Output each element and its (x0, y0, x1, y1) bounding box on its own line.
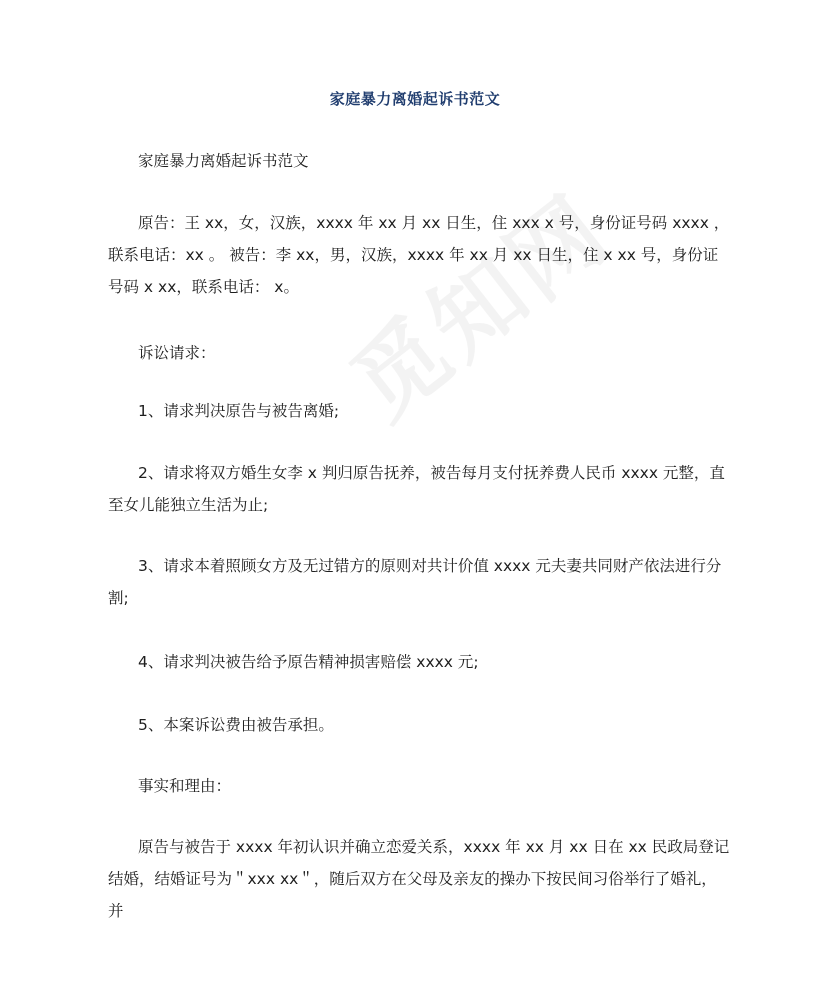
paragraph-facts-heading: 事实和理由： (138, 777, 232, 795)
document-title: 家庭暴力离婚起诉书范文 (329, 90, 501, 108)
paragraph-parties: 原告：王 xx，女，汉族，xxxx 年 xx 月 xx 日生，住 xxx x 号，身份证号码 xxxx ，联系电话：xx 。 被告：李 xx，男，汉族，xxxx 年 xx 月 xx 日生，住 x xx 号，身份证号码 x xx，联系电话： x。 (108, 214, 730, 296)
paragraph-claim-5: 5、本案诉讼费由被告承担。 (138, 716, 334, 734)
paragraph-claim-3: 3、请求本着照顾女方及无过错方的原则对共计价值 xxxx 元夫妻共同财产依法进行分割; (108, 557, 722, 607)
paragraph-claim-4: 4、请求判决被告给予原告精神损害赔偿 xxxx 元; (138, 653, 479, 671)
paragraph-claim-2: 2、请求将双方婚生女李 x 判归原告抚养，被告每月支付抚养费人民币 xxxx 元整，直至女儿能独立生活为止; (108, 464, 725, 514)
paragraph-heading: 家庭暴力离婚起诉书范文 (138, 152, 309, 170)
paragraph-claim-1: 1、请求判决原告与被告离婚; (138, 402, 340, 420)
paragraph-claims-heading: 诉讼请求： (138, 344, 216, 362)
paragraph-facts: 原告与被告于 xxxx 年初认识并确立恋爱关系，xxxx 年 xx 月 xx 日在 xx 民政局登记结婚，结婚证号为＂xxx xx＂，随后双方在父母及亲友的操办下按民间习俗举行了婚礼，并 (108, 838, 730, 920)
